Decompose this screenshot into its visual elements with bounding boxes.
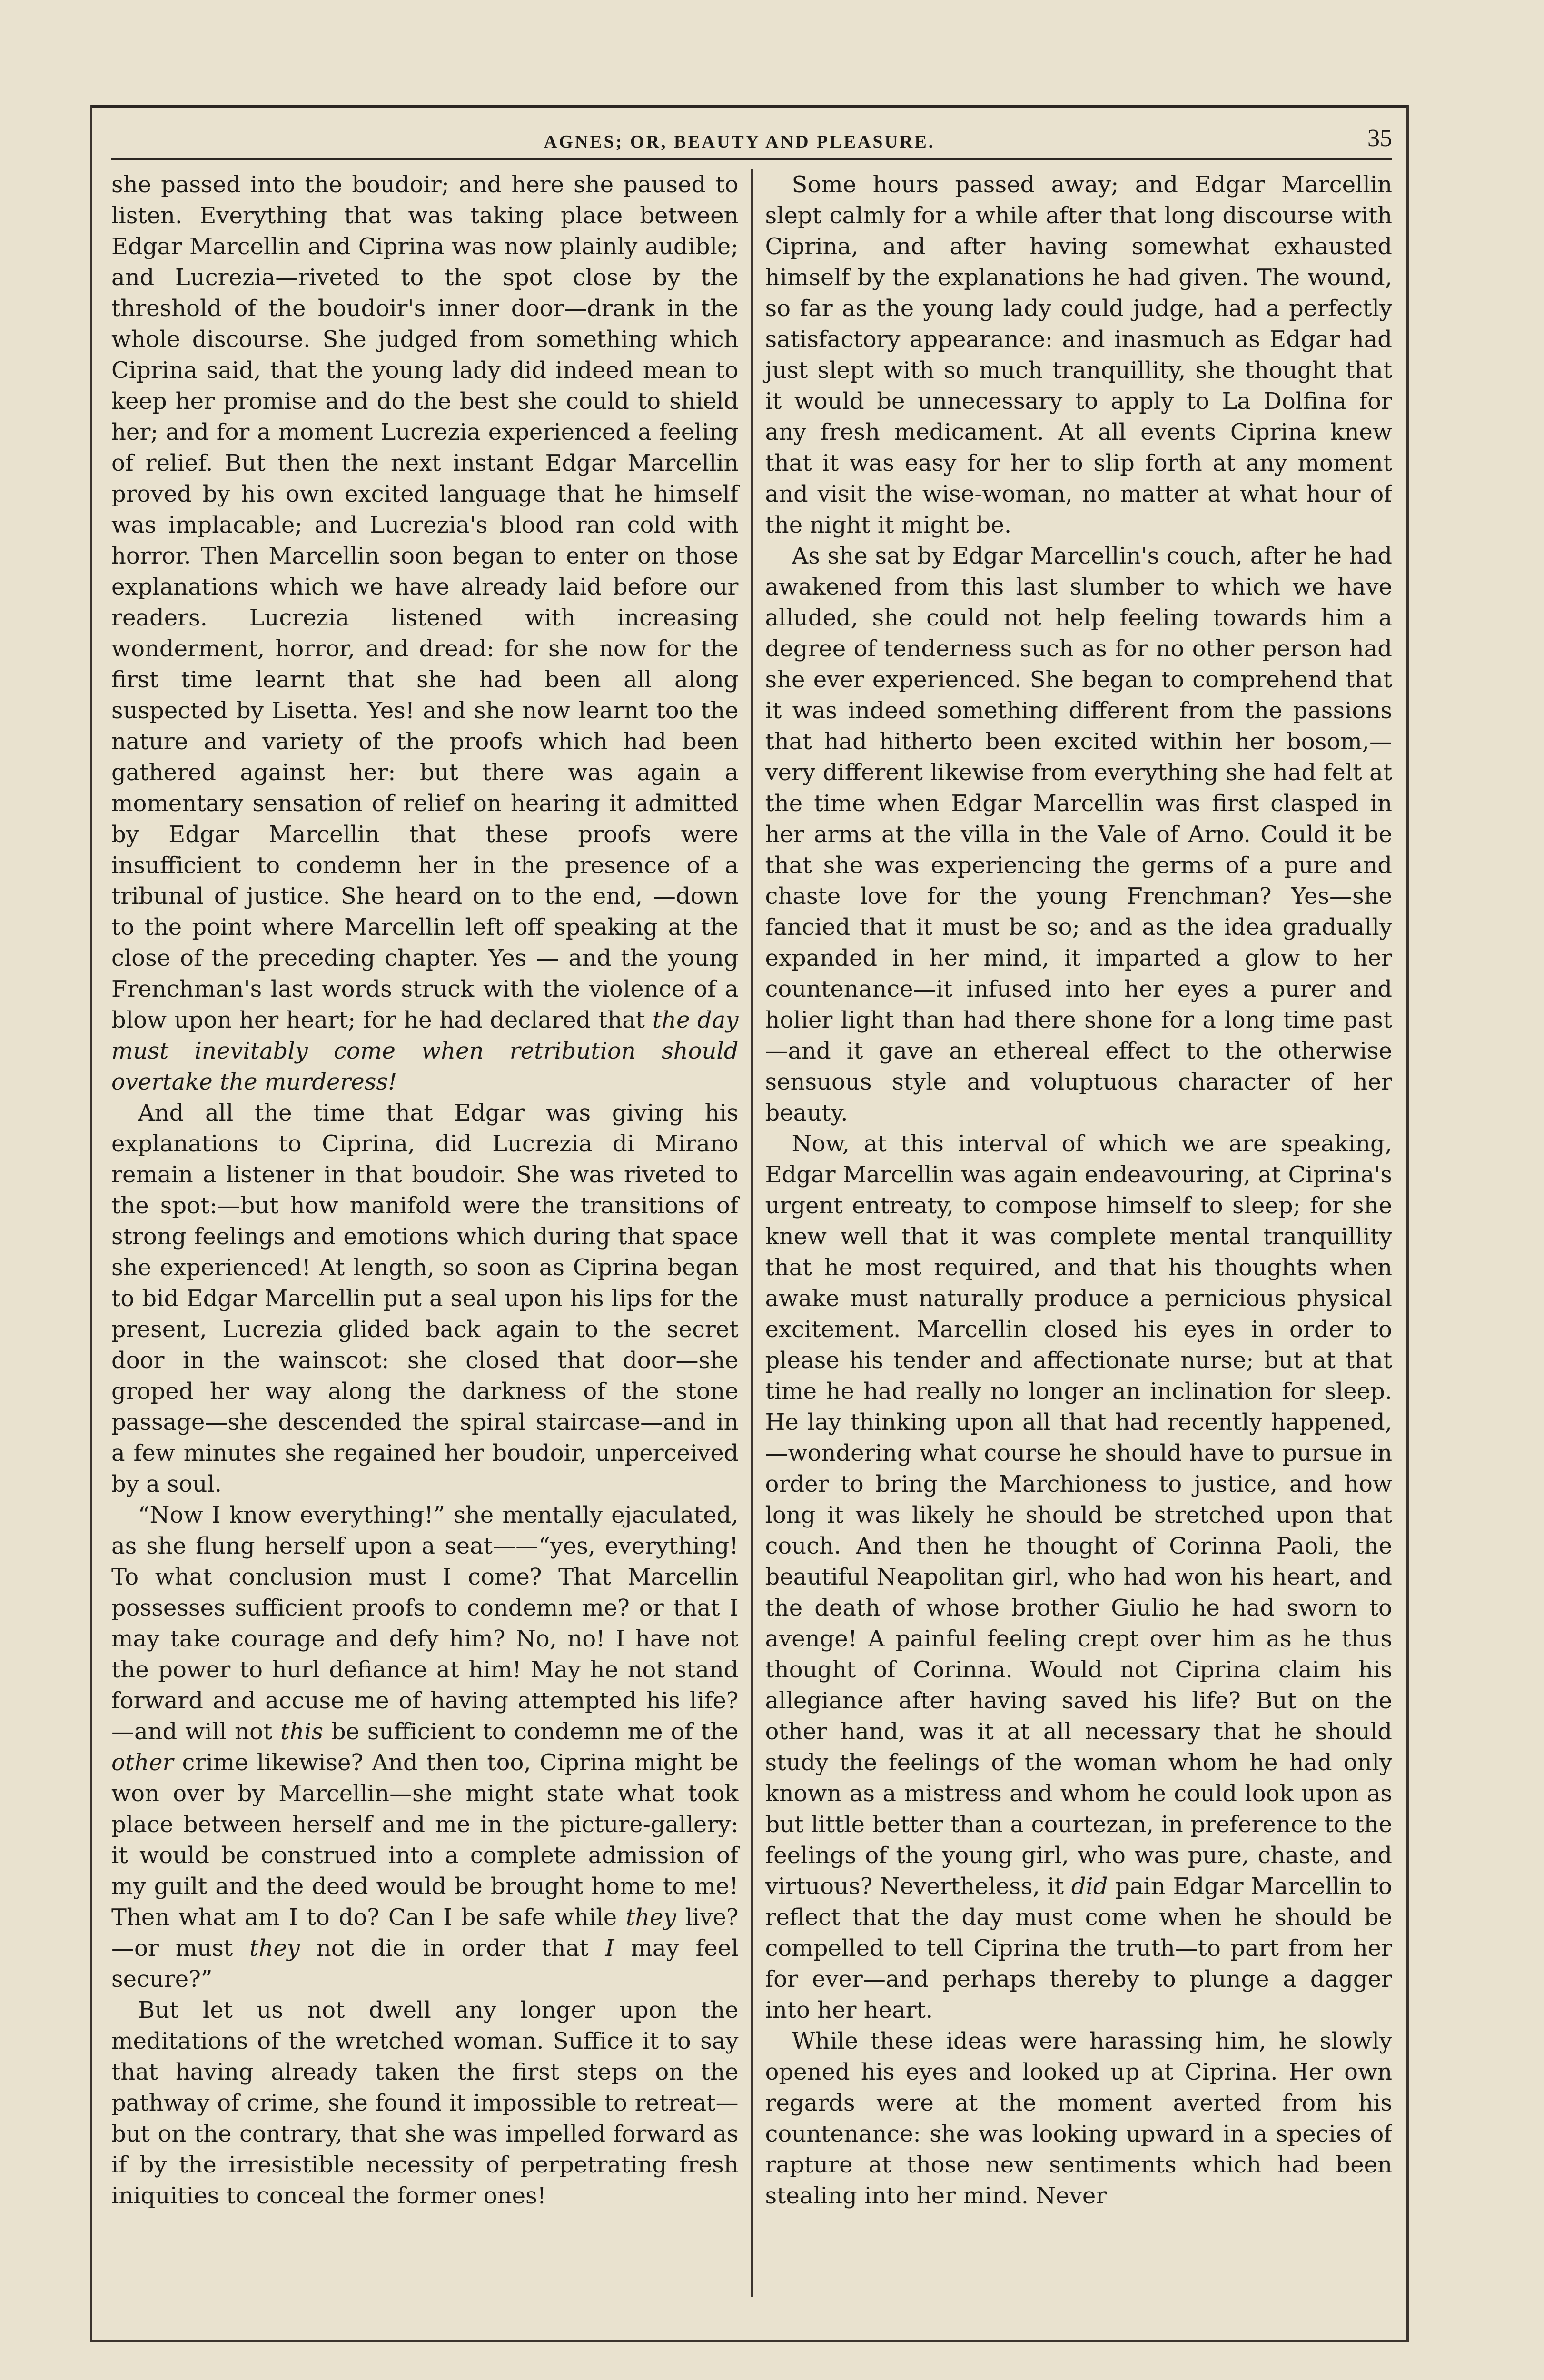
paragraph: Some hours passed away; and Edgar Marcellin slept calmly for a while after that long discourse with Ciprina, and after having somewhat exhausted himself by the explanations he had given. The wound, so far as the young lady could judge, had a perfectly satisfactory appearance: and inasmuch as Edgar had just slept with so much tranquillity, she thought that it would be unnecessary to apply to La Dolfina for any fresh medicament. At all events Ciprina knew that it was easy for her to slip forth at any moment and visit the wise-woman, no matter at what hour of the night it might be. [765,171,1392,538]
running-title: AGNES; OR, BEAUTY AND PLEASURE. [544,132,935,152]
right-column [753,169,1393,2297]
paragraph-text: she passed into the boudoir; and here she paused to listen. Everything that was taking place between Edgar Marcellin and Ciprina was now plainly audible; and Lucrezia—riveted to the spot close by the threshold of the boudoir's inner door—drank in the whole discourse. She judged from something which Ciprina said, that the young lady did indeed mean to keep her promise and do the best she could to shield her; and for a moment Lucrezia experienced a feeling of relief. But then the next instant Edgar Marcellin proved by his own excited language that he himself was implacable; and Lucrezia's blood ran cold with horror. Then Marcellin soon began to enter on those explanations which we have already laid before our readers. Lucrezia listened with increasing wonderment, horror, and dread: for she now for the first time learnt that she had been all along suspected by Lisetta. Yes! and she now learnt too the nature and variety of the proofs which had been gathered against her: but there was again a momentary sensation of relief on hearing it admitted by Edgar Marcellin that these proofs were insufficient to condemn her in the presence of a tribunal of justice. She heard on to the end, —down to the point where Marcellin left off speaking at the close of the preceding chapter. Yes — and the young Frenchman's last words struck with the violence of a blow upon her heart; for he had declared that [111,171,739,1033]
italic-text: this [280,1718,324,1745]
paragraph [111,1500,739,1995]
italic-text: they [249,1935,300,1962]
italic-text: did [1071,1873,1108,1900]
paragraph-text: pain Edgar Marcellin to reflect that the day must come when he should be compelled to tell Ciprina the truth—to part from her for ever—and perhaps thereby to plunge a dagger into her heart. [765,1873,1392,2023]
paragraph [111,169,739,1098]
paragraph-text: live?—or must [111,1904,739,1962]
paragraph: While these ideas were harassing him, he slowly opened his eyes and looked up at Ciprina. Her own regards were at the moment averted from his countenance: she was looking upward in a species of rapture at those new sentiments which had been stealing into her mind. Never [765,2028,1392,2209]
italic-text: they [625,1904,676,1931]
running-head [111,117,1392,160]
book-page [90,105,1409,2342]
paragraph [765,1129,1393,2026]
paragraph-text: Now, at this interval of which we are speaking, Edgar Marcellin was again endeavouring, at Ciprina's urgent entreaty, to compose himself to sleep; for she knew well that it was complete mental tranquillity that he most required, and that his thoughts when awake must naturally produce a pernicious physical excitement. Marcellin closed his eyes in order to please his tender and affectionate nurse; but at that time he had really no longer an inclination for sleep. He lay thinking upon all that had recently happened,—wondering what course he should have to pursue in order to bring the Marchioness to justice, and how long it was likely he should be stretched upon that couch. And then he thought of Corinna Paoli, the beautiful Neapolitan girl, who had won his heart, and the death of whose brother Giulio he had sworn to avenge! A painful feeling crept over him as he thus thought of Corinna. Would not Ciprina claim his allegiance after having saved his life? But on the other hand, was it at all necessary that he should study the feelings of the woman whom he had only known as a mistress and whom he could look upon as but little better than a courtezan, in preference to the feelings of the young girl, who was pure, chaste, and virtuous? Nevertheless, it [765,1130,1392,1900]
italic-text: I [605,1935,614,1962]
paragraph-text: may feel secure?” [111,1935,739,1993]
paragraph: As she sat by Edgar Marcellin's couch, after he had awakened from this last slumber to which we have alluded, she could not help feeling towards him a degree of tenderness such as for no other person had she ever experienced. She began to comprehend that it was indeed something different from the passions that had hitherto been excited within her bosom,—very different likewise from everything she had felt at the time when Edgar Marcellin was first clasped in her arms at the villa in the Vale of Arno. Could it be that she was experiencing the germs of a pure and chaste love for the young Frenchman? Yes—she fancied that it must be so; and as the idea gradually expanded in her mind, it imparted a glow to her countenance—it infused into her eyes a purer and holier light than had there shone for a long time past—and it gave an ethereal effect to the otherwise sensuous style and voluptuous character of her beauty. [765,543,1392,1126]
page-number: 35 [1367,125,1392,152]
paragraph-text: crime likewise? And then too, Ciprina might be won over by Marcellin—she might state what took place between herself and me in the picture-gallery: it would be construed into a complete admission of my guilt and the deed would be brought home to me! Then what am I to do? Can I be safe while [111,1749,739,1931]
paragraph: But let us not dwell any longer upon the meditations of the wretched woman. Suffice it to say that having already taken the first steps on the pathway of crime, she found it impossible to retreat—but on the contrary, that she was impelled forward as if by the irresistible necessity of perpetrating fresh iniquities to conceal the former ones! [111,1997,739,2209]
paragraph-text: not die in order that [299,1935,605,1962]
italic-text: other [111,1749,174,1776]
paragraph-text: “Now I know everything!” she mentally ejaculated, as she flung herself upon a seat——“yes, everything! To what conclusion must I come? That Marcellin possesses sufficient proofs to condemn me? or that I may take courage and defy him? No, no! I have not the power to hurl defiance at him! May he not stand forward and accuse me of having attempted his life?—and will not [111,1502,739,1745]
italic-text: the day must inevitably come when retribution should overtake the murderess! [111,1007,739,1095]
paragraph-text: be sufficient to condemn me of the [323,1718,739,1745]
text-columns [111,169,1392,2297]
paragraph: And all the time that Edgar was giving his explanations to Ciprina, did Lucrezia di Mirano remain a listener in that boudoir. She was riveted to the spot:—but how manifold were the transitions of strong feelings and emotions which during that space she experienced! At length, so soon as Ciprina began to bid Edgar Marcellin put a seal upon his lips for the present, Lucrezia glided back again to the secret door in the wainscot: she closed that door—she groped her way along the darkness of the stone passage—she descended the spiral staircase—and in a few minutes she regained her boudoir, unperceived by a soul. [111,1100,739,1497]
left-column [111,169,751,2297]
